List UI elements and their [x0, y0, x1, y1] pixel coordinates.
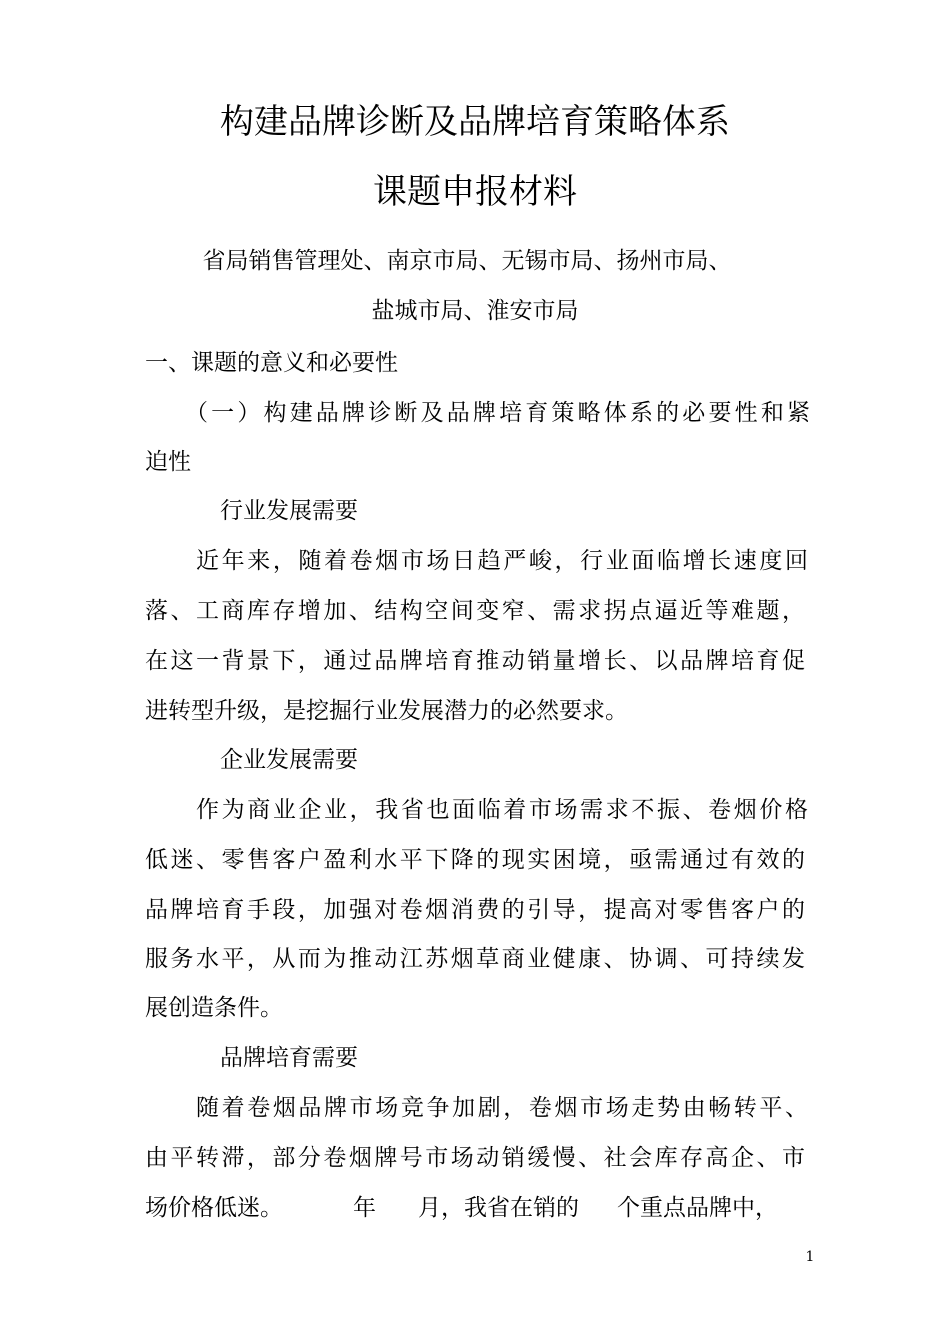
- paragraph-line: 品牌培育手段，加强对卷烟消费的引导，提高对零售客户的: [145, 897, 805, 923]
- text-fragment: 个重点品牌中，: [617, 1195, 778, 1221]
- brand-heading: 品牌培育需要: [220, 1045, 358, 1071]
- paragraph-line: 由平转滞，部分卷烟牌号市场动销缓慢、社会库存高企、市: [145, 1145, 805, 1171]
- paragraph-line: 低迷、零售客户盈利水平下降的现实困境，亟需通过有效的: [145, 847, 805, 873]
- authors-line-2: 盐城市局、淮安市局: [371, 298, 579, 324]
- text-fragment: 月，我省在销的: [418, 1195, 579, 1221]
- paragraph-line: 近年来，随着卷烟市场日趋严峻，行业面临增长速度回: [196, 548, 808, 574]
- paragraph-line: 作为商业企业，我省也面临着市场需求不振、卷烟价格: [196, 797, 808, 823]
- paragraph-line: 在这一背景下，通过品牌培育推动销量增长、以品牌培育促: [145, 648, 805, 674]
- text-fragment: 年: [353, 1195, 376, 1221]
- paragraph-line-with-blanks: [145, 1191, 810, 1225]
- document-subtitle: 课题申报材料: [373, 172, 577, 212]
- industry-heading: 行业发展需要: [220, 498, 358, 524]
- page-number: 1: [805, 1249, 815, 1265]
- authors-line-1: 省局销售管理处、南京市局、无锡市局、扬州市局、: [202, 248, 732, 274]
- subsection-heading-line-1: （一）构建品牌诊断及品牌培育策略体系的必要性和紧: [185, 400, 810, 426]
- enterprise-heading: 企业发展需要: [220, 747, 358, 773]
- paragraph-line: 展创造条件。: [145, 995, 283, 1021]
- document-title: 构建品牌诊断及品牌培育策略体系: [220, 102, 730, 142]
- paragraph-line: 服务水平，从而为推动江苏烟草商业健康、协调、可持续发: [145, 946, 805, 972]
- text-fragment: 场价格低迷。: [145, 1195, 283, 1221]
- paragraph-line: 随着卷烟品牌市场竞争加剧，卷烟市场走势由畅转平、: [196, 1095, 808, 1121]
- subsection-heading-line-2: 迫性: [145, 449, 191, 475]
- section-heading: 一、课题的意义和必要性: [145, 350, 398, 376]
- paragraph-line: 落、工商库存增加、结构空间变窄、需求拐点逼近等难题，: [145, 598, 805, 624]
- paragraph-line: 进转型升级，是挖掘行业发展潜力的必然要求。: [145, 698, 628, 724]
